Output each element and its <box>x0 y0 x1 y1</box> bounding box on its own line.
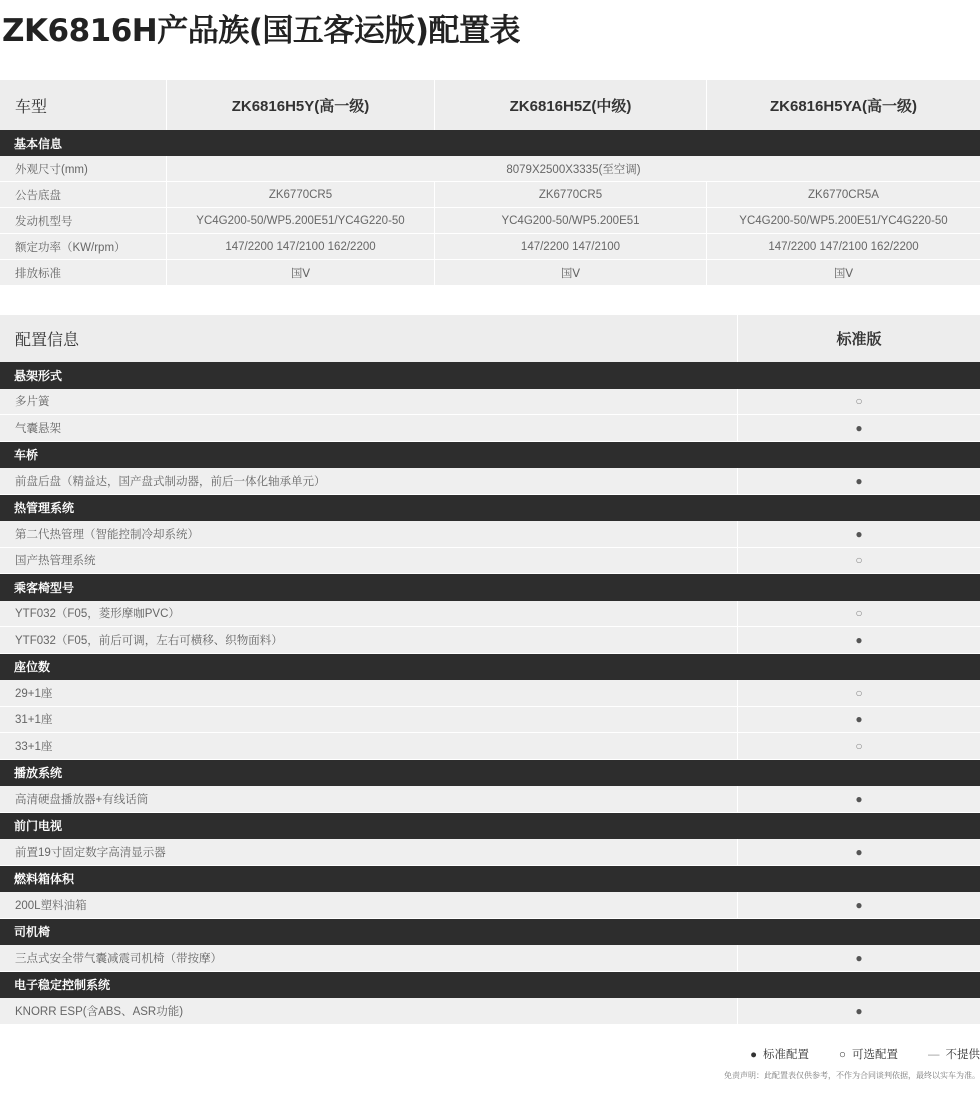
legend <box>750 1046 980 1062</box>
spec-value: 8079X2500X3335(至空调) <box>506 163 641 176</box>
legend-item <box>839 1046 898 1062</box>
spec-value: ZK6770CR5A <box>808 188 879 201</box>
config-row <box>0 468 980 495</box>
section-header: 司机椅 <box>0 919 980 946</box>
section-header: 燃料箱体积 <box>0 866 980 893</box>
spec-value: 147/2200 147/2100 162/2200 <box>167 234 435 259</box>
config-row <box>0 839 980 866</box>
config-header-row <box>0 315 980 362</box>
section-header: 热管理系统 <box>0 495 980 522</box>
legend-symbol: — <box>928 1049 940 1061</box>
model-label: 车型 <box>0 80 167 130</box>
spec-table <box>0 80 980 286</box>
config-row <box>0 548 980 575</box>
config-item-name: 33+1座 <box>0 733 738 759</box>
optional-mark: ○ <box>855 738 863 753</box>
legend-symbol: ○ <box>839 1049 846 1061</box>
config-mark <box>738 627 980 653</box>
optional-mark: ○ <box>855 394 863 409</box>
spec-row <box>0 234 980 260</box>
config-mark <box>738 601 980 627</box>
spec-row <box>0 182 980 208</box>
config-row <box>0 680 980 707</box>
spec-value: 国Ⅴ <box>833 267 854 280</box>
model-name: ZK6816H5Y(高一级) <box>167 80 435 130</box>
section-header: 乘客椅型号 <box>0 574 980 601</box>
config-mark <box>738 468 980 494</box>
spec-label: 发动机型号 <box>0 208 167 233</box>
standard-mark: ● <box>855 526 863 541</box>
optional-mark: ○ <box>855 606 863 621</box>
config-body <box>0 362 980 1025</box>
spec-row <box>0 208 980 234</box>
config-mark <box>738 839 980 865</box>
spec-value: ZK6770CR5 <box>167 182 435 207</box>
standard-mark: ● <box>855 712 863 727</box>
config-row <box>0 707 980 734</box>
spec-value: YC4G200-50/WP5.200E51 <box>435 208 707 233</box>
config-mark <box>738 548 980 574</box>
spec-header-row <box>0 80 980 130</box>
config-item-name: YTF032（F05，前后可调，左右可横移、织物面料） <box>0 627 738 653</box>
spec-row <box>0 260 980 286</box>
section-header: 基本信息 <box>0 130 980 156</box>
standard-mark: ● <box>855 632 863 647</box>
config-item-name: 多片簧 <box>0 389 738 415</box>
optional-mark: ○ <box>855 685 863 700</box>
section-header: 电子稳定控制系统 <box>0 972 980 999</box>
disclaimer: 免责声明：此配置表仅供参考，不作为合同谈判依据，最终以实车为准。 <box>724 1071 980 1080</box>
spec-label: 排放标准 <box>0 260 167 285</box>
standard-mark: ● <box>855 420 863 435</box>
config-row <box>0 627 980 654</box>
spec-value: YC4G200-50/WP5.200E51/YC4G220-50 <box>739 214 948 227</box>
version-label: 标准版 <box>836 331 882 348</box>
standard-mark: ● <box>855 844 863 859</box>
config-item-name: 气囊悬架 <box>0 415 738 441</box>
config-mark <box>738 892 980 918</box>
config-item-name: 高清硬盘播放器+有线话筒 <box>0 786 738 812</box>
config-mark <box>738 707 980 733</box>
legend-item <box>750 1046 809 1062</box>
section-header: 播放系统 <box>0 760 980 787</box>
config-item-name: 200L塑料油箱 <box>0 892 738 918</box>
standard-mark: ● <box>855 897 863 912</box>
config-mark <box>738 521 980 547</box>
legend-symbol: ● <box>750 1049 758 1061</box>
spec-label: 外观尺寸(mm) <box>0 156 167 181</box>
standard-mark: ● <box>855 473 863 488</box>
spec-value: 147/2200 147/2100 162/2200 <box>768 240 919 253</box>
config-item-name: YTF032（F05，菱形摩咖PVC） <box>0 601 738 627</box>
config-label: 配置信息 <box>0 315 738 362</box>
config-item-name: 三点式安全带气囊减震司机椅（带按摩） <box>0 945 738 971</box>
spec-value: 国Ⅴ <box>435 260 707 285</box>
config-item-name: 29+1座 <box>0 680 738 706</box>
page-title: ZK6816H产品族(国五客运版)配置表 <box>2 13 521 49</box>
config-item-name: 前置19寸固定数字高清显示器 <box>0 839 738 865</box>
model-name: ZK6816H5YA(高一级) <box>770 97 917 115</box>
standard-mark: ● <box>855 950 863 965</box>
config-row <box>0 892 980 919</box>
spec-value: 147/2200 147/2100 <box>435 234 707 259</box>
section-header: 悬架形式 <box>0 362 980 389</box>
config-row <box>0 786 980 813</box>
optional-mark: ○ <box>855 553 863 568</box>
standard-mark: ● <box>855 1003 863 1018</box>
spec-label: 额定功率（KW/rpm） <box>0 234 167 259</box>
spec-value: YC4G200-50/WP5.200E51/YC4G220-50 <box>167 208 435 233</box>
config-row <box>0 389 980 416</box>
legend-label: 不提供 <box>945 1049 980 1061</box>
config-row <box>0 998 980 1025</box>
legend-label: 可选配置 <box>852 1049 898 1061</box>
spec-value: 国Ⅴ <box>167 260 435 285</box>
config-mark <box>738 680 980 706</box>
section-header: 车桥 <box>0 442 980 469</box>
config-item-name: 前盘后盘（精益达，国产盘式制动器，前后一体化轴承单元） <box>0 468 738 494</box>
config-mark <box>738 945 980 971</box>
config-item-name: 第二代热管理（智能控制冷却系统） <box>0 521 738 547</box>
config-row <box>0 945 980 972</box>
config-mark <box>738 786 980 812</box>
legend-item <box>928 1046 980 1062</box>
config-row <box>0 521 980 548</box>
config-mark <box>738 389 980 415</box>
standard-mark: ● <box>855 791 863 806</box>
config-mark <box>738 998 980 1024</box>
config-mark <box>738 733 980 759</box>
config-row <box>0 601 980 628</box>
spec-label: 公告底盘 <box>0 182 167 207</box>
config-item-name: 国产热管理系统 <box>0 548 738 574</box>
config-table <box>0 315 980 1025</box>
legend-label: 标准配置 <box>763 1049 810 1061</box>
spec-row <box>0 156 980 182</box>
config-row <box>0 415 980 442</box>
config-item-name: KNORR ESP(含ABS、ASR功能) <box>0 998 738 1024</box>
config-mark <box>738 415 980 441</box>
section-header: 前门电视 <box>0 813 980 840</box>
spec-value: ZK6770CR5 <box>435 182 707 207</box>
section-header: 座位数 <box>0 654 980 681</box>
config-item-name: 31+1座 <box>0 707 738 733</box>
model-name: ZK6816H5Z(中级) <box>435 80 707 130</box>
config-row <box>0 733 980 760</box>
